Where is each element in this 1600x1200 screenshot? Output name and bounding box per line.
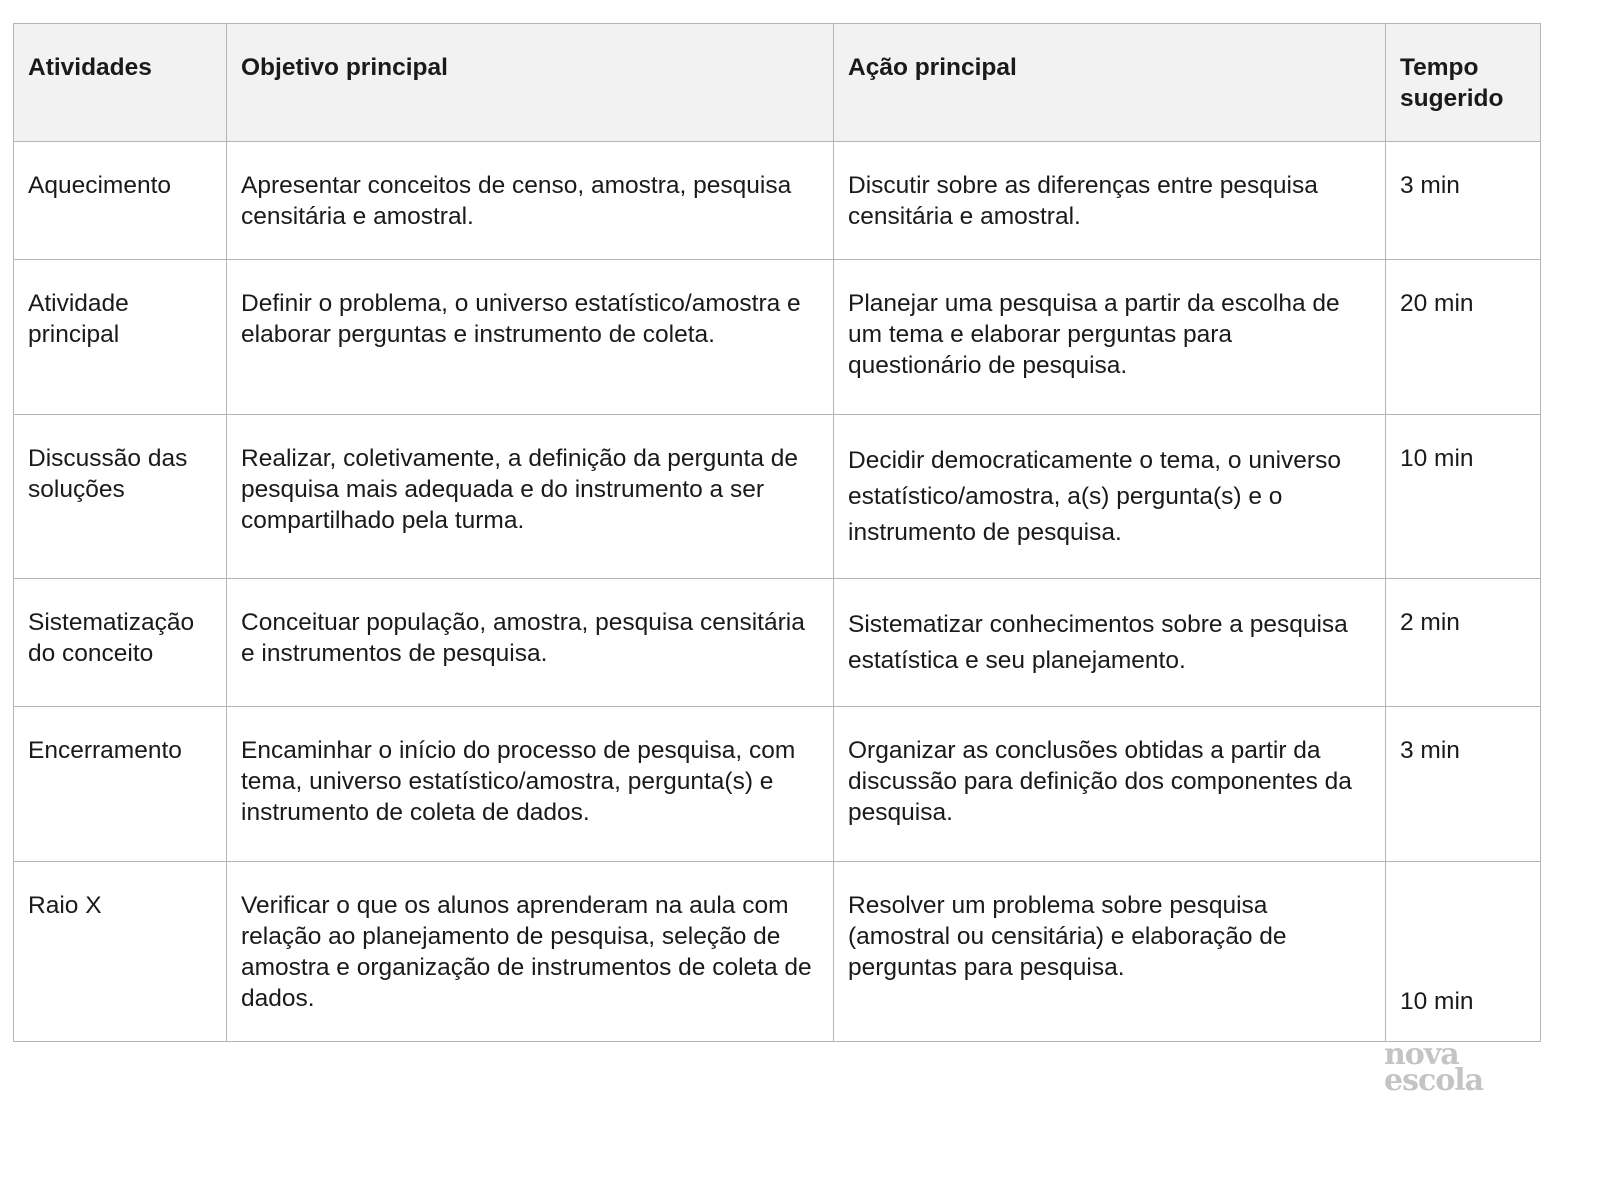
table-row <box>14 142 1541 260</box>
cell-tempo: 3 min <box>1386 707 1541 862</box>
cell-tempo: 20 min <box>1386 260 1541 415</box>
table-row <box>14 415 1541 579</box>
cell-tempo: 10 min <box>1386 862 1541 1042</box>
cell-atividade: Aquecimento <box>14 142 227 260</box>
cell-objetivo: Apresentar conceitos de censo, amostra, pesquisa censitária e amostral. <box>227 142 834 260</box>
logo-line-2: escola <box>1384 1063 1484 1098</box>
cell-objetivo: Verificar o que os alunos aprenderam na aula com relação ao planejamento de pesquisa, seleção de amostra e organização de instrumentos de coleta de dados. <box>227 862 834 1042</box>
cell-acao: Resolver um problema sobre pesquisa (amostral ou censitária) e elaboração de perguntas para pesquisa. <box>834 862 1386 1042</box>
table-row <box>14 579 1541 707</box>
header-tempo: Tempo sugerido <box>1386 24 1541 142</box>
logo-line-1: nova <box>1384 1037 1459 1072</box>
table-row <box>14 862 1541 1042</box>
header-atividades: Atividades <box>14 24 227 142</box>
cell-atividade: Encerramento <box>14 707 227 862</box>
cell-acao: Sistematizar conhecimentos sobre a pesquisa estatística e seu planejamento. <box>834 579 1386 707</box>
cell-tempo: 10 min <box>1386 415 1541 579</box>
cell-objetivo: Encaminhar o início do processo de pesquisa, com tema, universo estatístico/amostra, pergunta(s) e instrumento de coleta de dados. <box>227 707 834 862</box>
table-row <box>14 707 1541 862</box>
cell-acao: Discutir sobre as diferenças entre pesquisa censitária e amostral. <box>834 142 1386 260</box>
header-acao: Ação principal <box>834 24 1386 142</box>
table-header-row <box>14 24 1541 142</box>
cell-atividade: Sistematização do conceito <box>14 579 227 707</box>
cell-atividade: Atividade principal <box>14 260 227 415</box>
header-objetivo: Objetivo principal <box>227 24 834 142</box>
cell-atividade: Raio X <box>14 862 227 1042</box>
cell-objetivo: Definir o problema, o universo estatístico/amostra e elaborar perguntas e instrumento de coleta. <box>227 260 834 415</box>
cell-objetivo: Conceituar população, amostra, pesquisa censitária e instrumentos de pesquisa. <box>227 579 834 707</box>
lesson-plan-table <box>13 23 1541 1042</box>
nova-escola-logo <box>1384 1037 1484 1098</box>
table-row <box>14 260 1541 415</box>
cell-atividade: Discussão das soluções <box>14 415 227 579</box>
cell-acao: Organizar as conclusões obtidas a partir da discussão para definição dos componentes da pesquisa. <box>834 707 1386 862</box>
cell-tempo: 2 min <box>1386 579 1541 707</box>
cell-acao: Decidir democraticamente o tema, o universo estatístico/amostra, a(s) pergunta(s) e o instrumento de pesquisa. <box>834 415 1386 579</box>
cell-objetivo: Realizar, coletivamente, a definição da pergunta de pesquisa mais adequada e do instrumento a ser compartilhado pela turma. <box>227 415 834 579</box>
cell-tempo: 3 min <box>1386 142 1541 260</box>
cell-acao: Planejar uma pesquisa a partir da escolha de um tema e elaborar perguntas para questionário de pesquisa. <box>834 260 1386 415</box>
